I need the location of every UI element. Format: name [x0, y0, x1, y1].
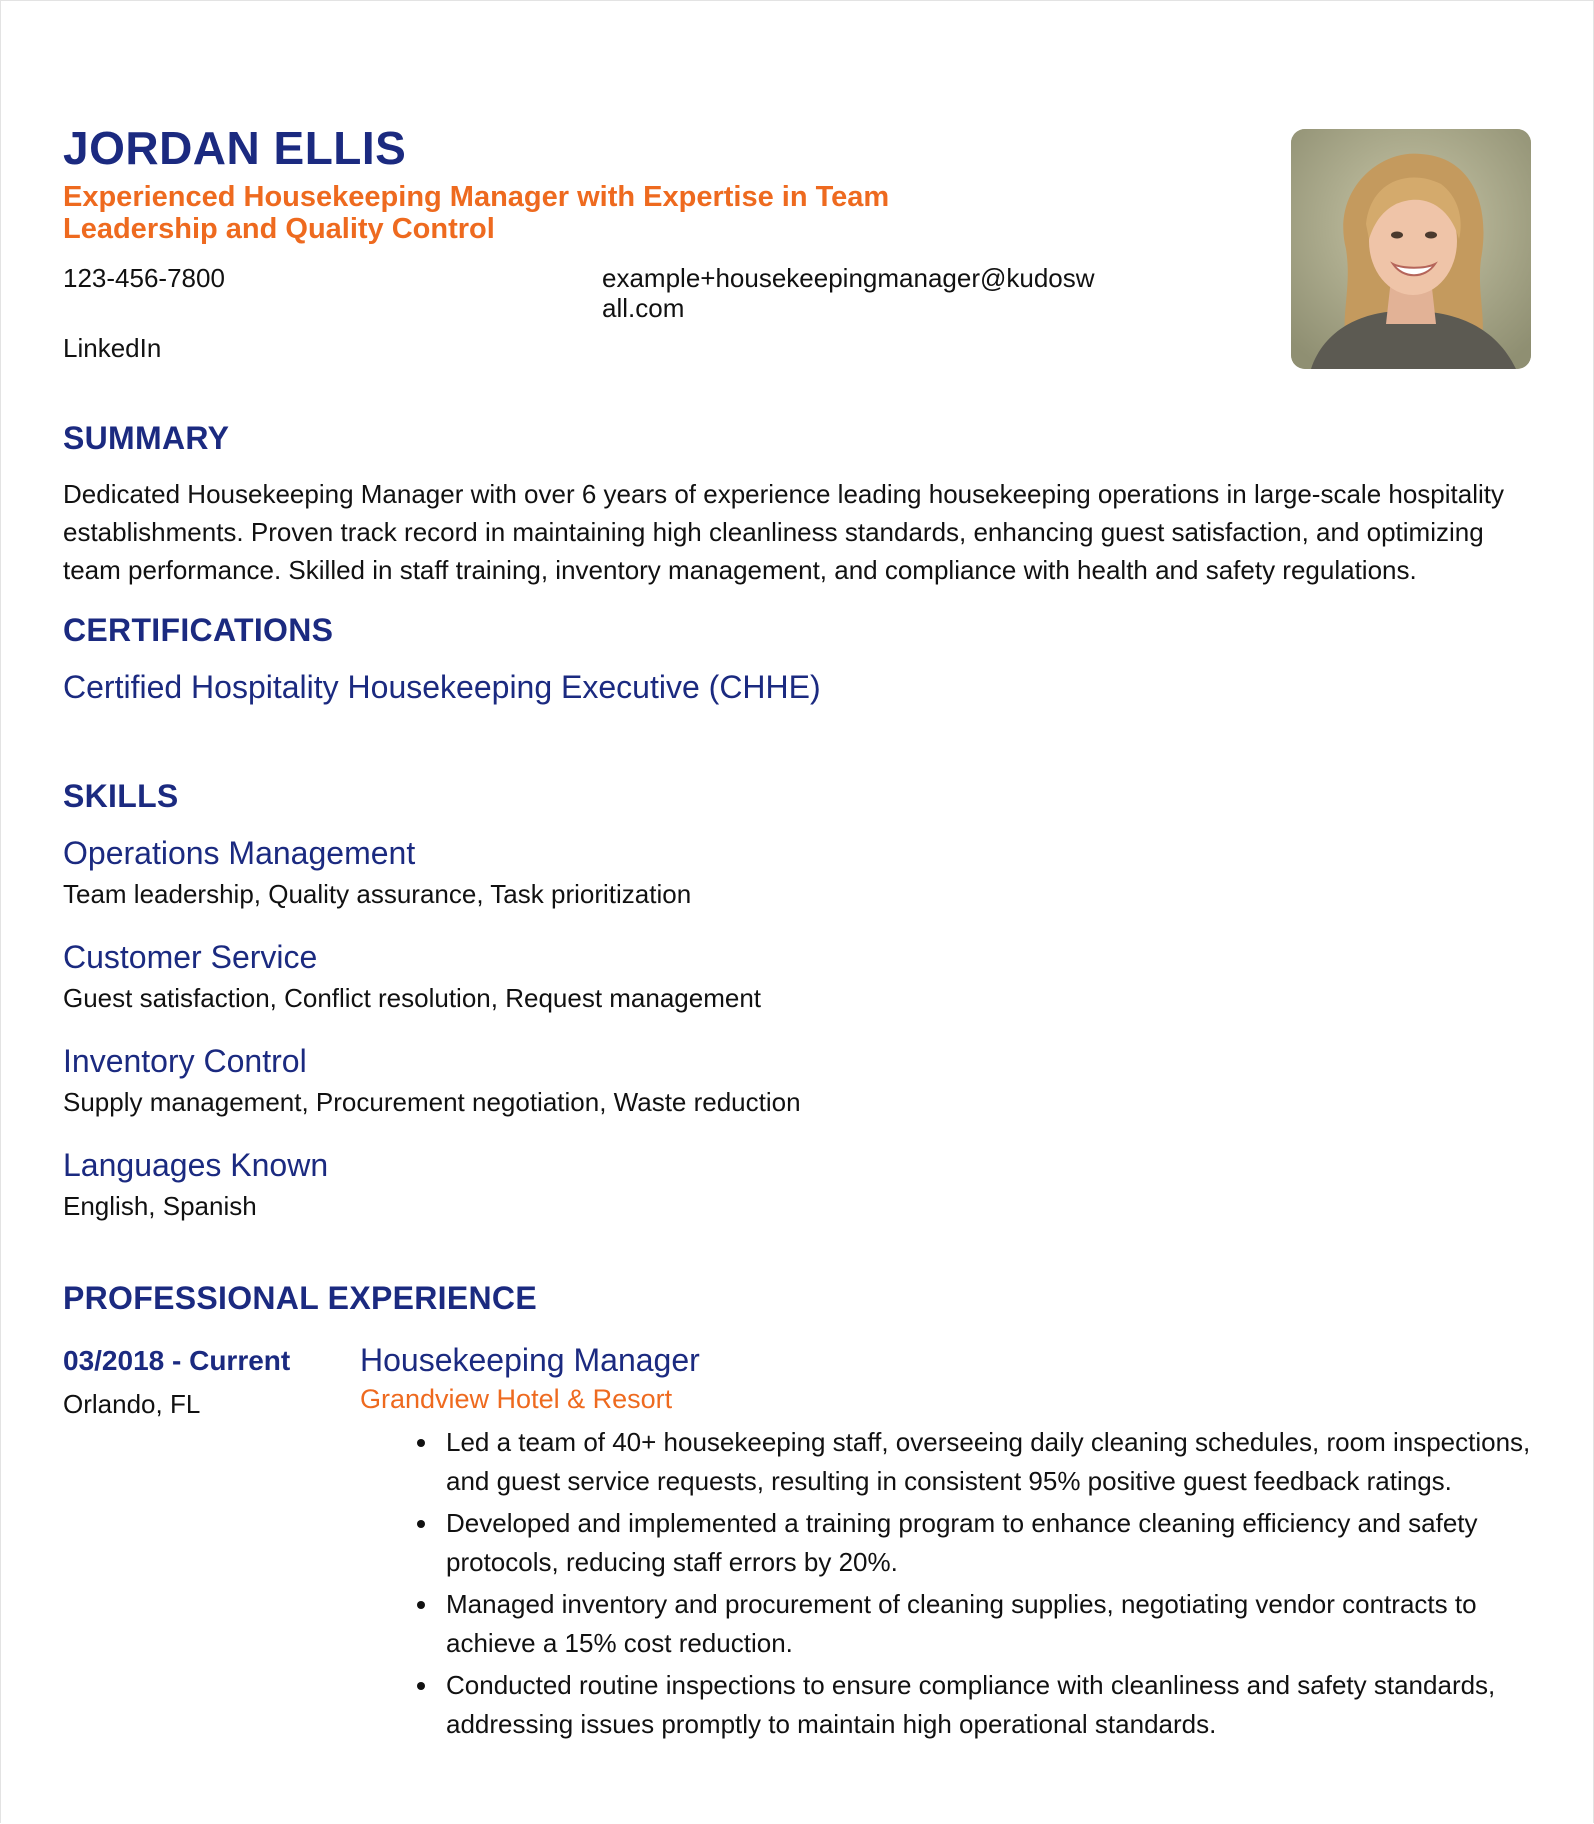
job-meta [63, 1339, 343, 1421]
linkedin-link[interactable]: LinkedIn [63, 333, 162, 363]
job-entry [63, 1339, 1531, 1744]
phone-number: 123-456-7800 [63, 263, 225, 293]
skill-name: Operations Management [63, 835, 416, 871]
email-address[interactable]: example+housekeepingmanager@kudoswall.com [602, 263, 1095, 323]
certification-item: Certified Hospitality Housekeeping Executive (CHHE) [63, 669, 821, 705]
job-bullet: • Managed inventory and procurement of cleaning supplies, negotiating vendor contracts to achieve a 15% cost reduction. [440, 1585, 1531, 1663]
summary-heading: SUMMARY [63, 420, 230, 456]
skill-name: Languages Known [63, 1147, 329, 1183]
skill-detail: Team leadership, Quality assurance, Task prioritization [63, 879, 692, 909]
skill-detail: English, Spanish [63, 1191, 257, 1221]
contact-info [63, 263, 1531, 327]
job-location: Orlando, FL [63, 1389, 201, 1419]
resume-content [63, 119, 1531, 1747]
skill-name: Customer Service [63, 939, 318, 975]
experience-heading: PROFESSIONAL EXPERIENCE [63, 1280, 537, 1316]
skills-heading: SKILLS [63, 778, 179, 814]
candidate-name: JORDAN ELLIS [63, 122, 407, 174]
job-company: Grandview Hotel & Resort [360, 1384, 673, 1414]
job-bullet: • Developed and implemented a training program to enhance cleaning efficiency and safety protocols, reducing staff errors by 20%. [440, 1504, 1531, 1582]
job-bullet: • Conducted routine inspections to ensure compliance with cleanliness and safety standards, addressing issues promptly to maintain high operational standards. [440, 1666, 1531, 1744]
skill-detail: Guest satisfaction, Conflict resolution, Request management [63, 983, 762, 1013]
job-title: Housekeeping Manager [360, 1342, 700, 1378]
candidate-headline: Experienced Housekeeping Manager with Expertise in Team Leadership and Quality Control [63, 181, 890, 245]
skill-group [63, 833, 1531, 911]
skill-group [63, 1145, 1531, 1223]
job-dates: 03/2018 - Current [63, 1345, 291, 1376]
job-details [360, 1339, 1531, 1744]
summary-text: Dedicated Housekeeping Manager with over 6 years of experience leading housekeeping operations in large-scale hospitality establishments. Proven track record in maintaining high cleanliness standards, enhancing guest satisfaction, and optimizing team performance. Skilled in staff training, inventory management, and compliance with health and safety regulations. [63, 479, 1504, 585]
job-bullets [360, 1423, 1531, 1744]
job-bullet: • Led a team of 40+ housekeeping staff, overseeing daily cleaning schedules, room inspections, and guest service requests, resulting in consistent 95% positive guest feedback ratings. [440, 1423, 1531, 1501]
skill-group [63, 1041, 1531, 1119]
skill-group [63, 937, 1531, 1015]
skill-name: Inventory Control [63, 1043, 307, 1079]
skill-detail: Supply management, Procurement negotiation, Waste reduction [63, 1087, 801, 1117]
certifications-heading: CERTIFICATIONS [63, 612, 334, 648]
